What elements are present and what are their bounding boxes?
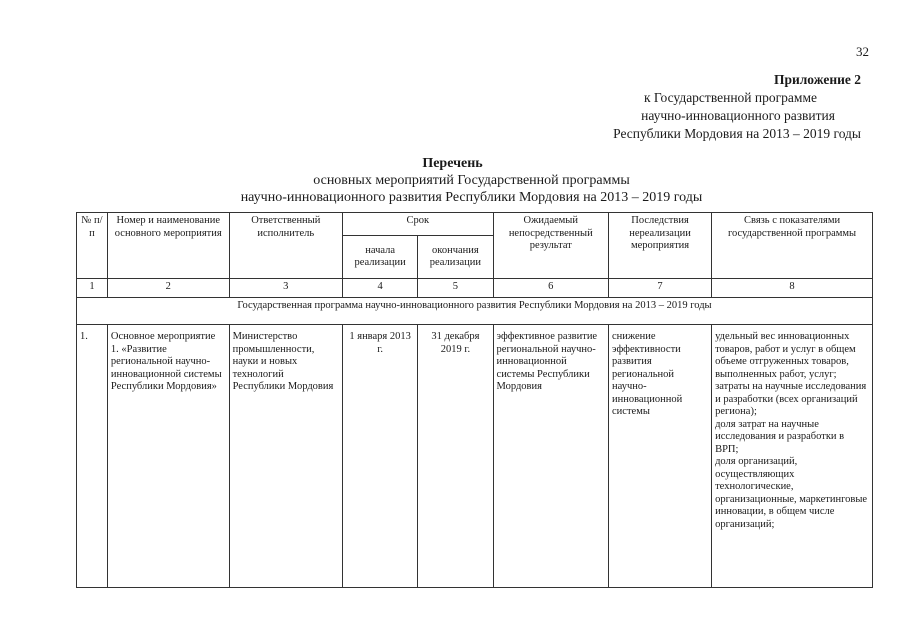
column-number: 6 — [493, 279, 608, 298]
appendix-line-3: научно-инновационного развития — [641, 108, 835, 123]
heading-line-3: научно-инновационного развития Республики Мордовия на 2013 – 2019 годы — [240, 190, 703, 205]
heading-title: Перечень — [422, 156, 483, 171]
header-executor: Ответственный исполнитель — [229, 213, 342, 279]
row-result: эффективное развитие региональной научно-инновационной системы Республики Мордовия — [493, 325, 608, 588]
row-num: 1. — [77, 325, 108, 588]
indicator-item: затраты на научные исследования и разработки (всех организаций региона); — [715, 381, 867, 417]
header-indicators: Связь с показателями государственной программы — [712, 213, 873, 279]
column-number: 3 — [229, 279, 342, 298]
row-start: 1 января 2013 г. — [342, 325, 417, 588]
header-num: № п/п — [77, 213, 108, 279]
section-row — [77, 298, 873, 325]
indicator-item: удельный вес инновационных товаров, работ и услуг в общем объеме отгруженных товаров, выполненных работ, услуг; — [715, 331, 856, 380]
header-end: окончания реализации — [418, 236, 493, 279]
column-number: 5 — [418, 279, 493, 298]
table-header-row — [77, 213, 873, 236]
header-start: начала реализации — [342, 236, 417, 279]
appendix-title: Приложение 2 — [773, 72, 861, 87]
indicator-item: доля организаций, осуществляющих технологические, организационные, маркетинговые инновации, в общем числе организаций; — [715, 456, 868, 530]
header-name: Номер и наименование основного мероприятия — [107, 213, 229, 279]
column-number: 8 — [712, 279, 873, 298]
appendix-block — [461, 71, 861, 143]
page-number: 32 — [856, 44, 869, 59]
row-indicators — [712, 325, 873, 588]
table-row — [77, 325, 873, 588]
column-number: 4 — [342, 279, 417, 298]
activities-table — [76, 212, 873, 588]
column-numbers-row — [77, 279, 873, 298]
header-term: Срок — [342, 213, 493, 236]
row-name: Основное мероприятие 1. «Развитие региональной научно-инновационной системы Республики Мордовия» — [107, 325, 229, 588]
row-executor: Министерство промышленности, науки и новых технологий Республики Мордовия — [229, 325, 342, 588]
column-number: 1 — [77, 279, 108, 298]
indicator-item: доля затрат на научные исследования и разработки в ВРП; — [715, 418, 845, 455]
row-end: 31 декабря 2019 г. — [418, 325, 493, 588]
heading-line-2: основных мероприятий Государственной программы — [313, 173, 630, 188]
column-number: 2 — [107, 279, 229, 298]
appendix-line-4: Республики Мордовия на 2013 – 2019 годы — [613, 126, 861, 141]
header-result: Ожидаемый непосредственный результат — [493, 213, 608, 279]
header-consequences: Последствия нереализации мероприятия — [609, 213, 712, 279]
appendix-line-2: к Государственной программе — [643, 90, 817, 105]
section-title: Государственная программа научно-инновационного развития Республики Мордовия на 2013 – 2019 годы — [77, 298, 873, 325]
row-consequences: снижение эффективности развития региональной научно-инновационной системы — [609, 325, 712, 588]
column-number: 7 — [609, 279, 712, 298]
document-heading — [0, 155, 905, 206]
